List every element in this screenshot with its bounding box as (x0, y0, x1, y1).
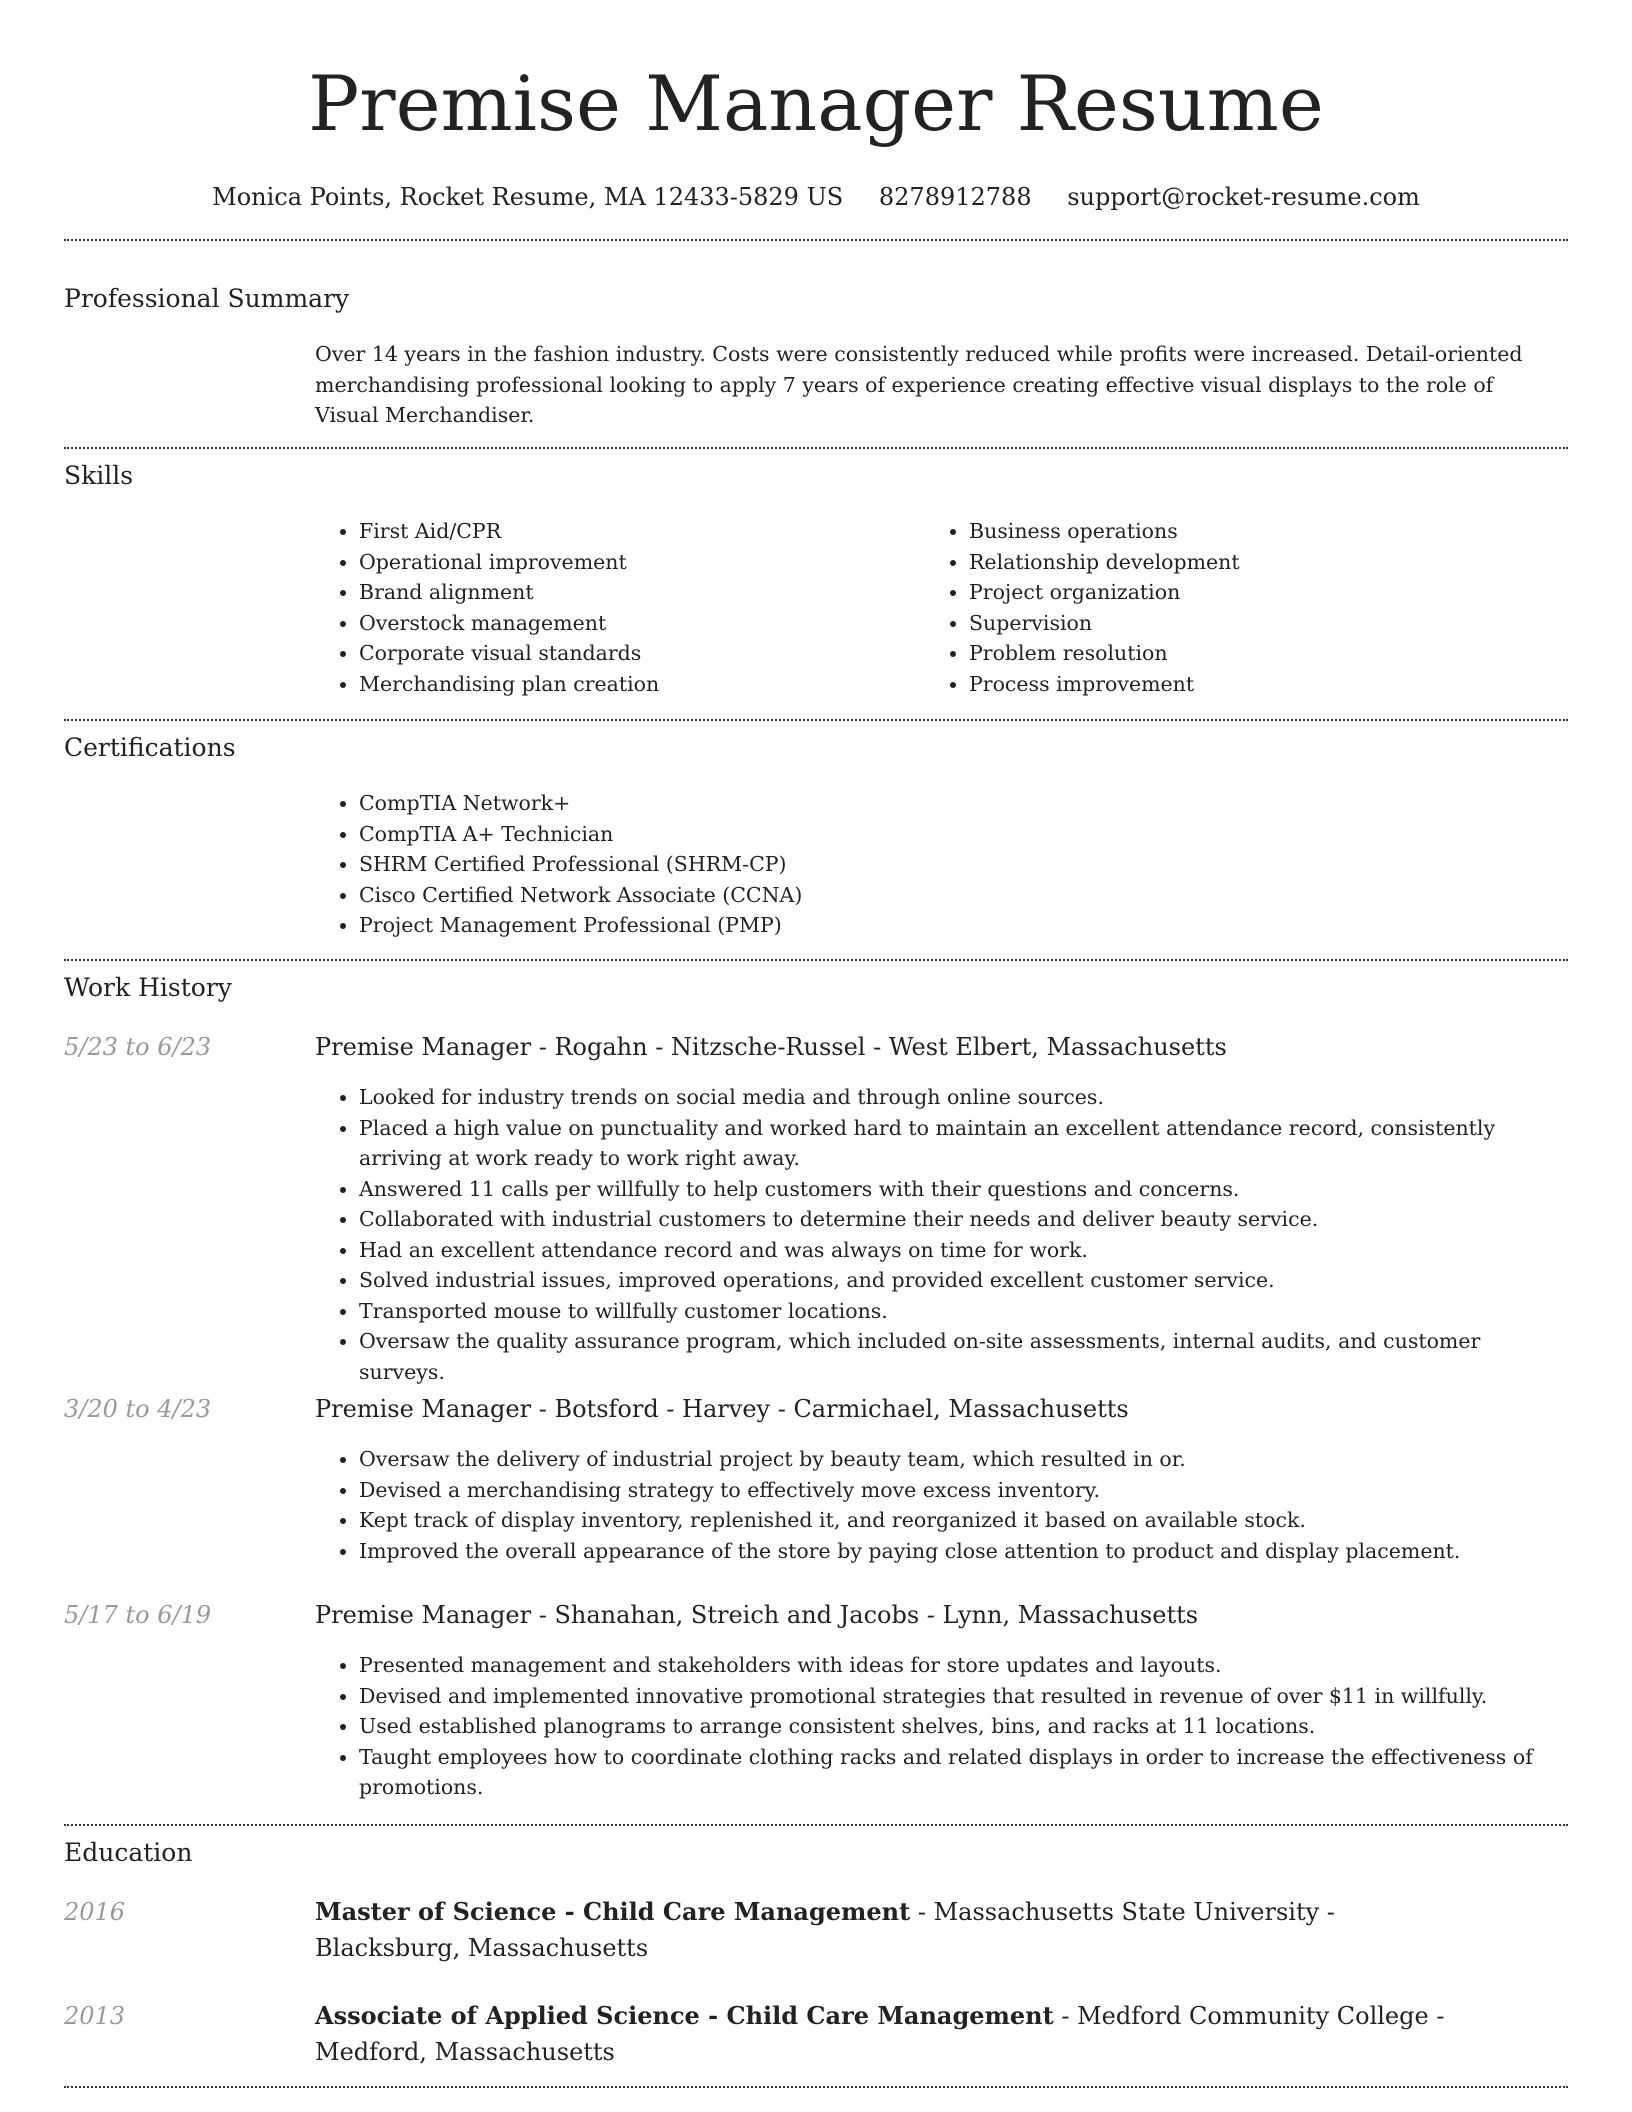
job-dates: 3/20 to 4/23 (64, 1395, 212, 1423)
certification-item: • CompTIA A+ Technician (359, 819, 1515, 850)
contact-phone: 8278912788 (878, 183, 1032, 211)
section-divider (64, 719, 1568, 721)
job-bullet: • Looked for industry trends on social media and through online sources. (359, 1082, 1560, 1113)
job-dates: 5/23 to 6/23 (64, 1033, 212, 1061)
resume-header (0, 0, 1632, 212)
certification-item: • Project Management Professional (PMP) (359, 910, 1515, 941)
skill-item: • First Aid/CPR (359, 516, 915, 547)
job-bullet: • Taught employees how to coordinate clothing racks and related displays in order to increase the effectiveness of promotions. (359, 1742, 1560, 1803)
job-title: Premise Manager - Botsford - Harvey - Carmichael, Massachusetts (315, 1395, 1129, 1423)
work-history-heading: Work History (64, 973, 232, 1002)
job-bullet: • Devised a merchandising strategy to effectively move excess inventory. (359, 1475, 1560, 1506)
job-bullet: • Used established planograms to arrange consistent shelves, bins, and racks at 11 locations. (359, 1711, 1560, 1742)
job-bullet: • Placed a high value on punctuality and worked hard to maintain an excellent attendance record, consistently arriving at work ready to work right away. (359, 1113, 1560, 1174)
job-title: Premise Manager - Shanahan, Streich and Jacobs - Lynn, Massachusetts (315, 1601, 1199, 1629)
education-entry (315, 1894, 1475, 1966)
job-bullet: • Oversaw the quality assurance program, which included on-site assessments, internal audits, and customer surveys. (359, 1326, 1560, 1387)
section-divider (64, 1824, 1568, 1826)
job-title: Premise Manager - Rogahn - Nitzsche-Russel - West Elbert, Massachusetts (315, 1033, 1227, 1061)
job-bullets (315, 1650, 1560, 1803)
skill-item: • Merchandising plan creation (359, 669, 915, 700)
contact-line (0, 182, 1632, 212)
skills-heading: Skills (64, 461, 134, 490)
skill-item: • Project organization (969, 577, 1545, 608)
job-dates: 5/17 to 6/19 (64, 1601, 212, 1629)
skill-item: • Overstock management (359, 608, 915, 639)
job-bullet: • Presented management and stakeholders with ideas for store updates and layouts. (359, 1650, 1560, 1681)
resume-title: Premise Manager Resume (308, 59, 1324, 148)
skills-right-column (925, 516, 1545, 699)
education-heading: Education (64, 1838, 193, 1867)
certification-item: • CompTIA Network+ (359, 788, 1515, 819)
summary-text: Over 14 years in the fashion industry. Costs were consistently reduced while profits were increased. Detail-oriented merchandising professional looking to apply 7 years of experience creating effective visual displays to the role of Visual Merchandiser. (315, 342, 1523, 427)
job-bullets (315, 1082, 1560, 1387)
summary-heading: Professional Summary (64, 284, 350, 313)
education-school: - Massachusetts State University - Blacksburg, Massachusetts (315, 1898, 1335, 1962)
certification-item: • Cisco Certified Network Associate (CCNA) (359, 880, 1515, 911)
certifications-heading: Certifications (64, 733, 236, 762)
section-divider (64, 959, 1568, 961)
certification-item: • SHRM Certified Professional (SHRM-CP) (359, 849, 1515, 880)
job-bullet: • Had an excellent attendance record and was always on time for work. (359, 1235, 1560, 1266)
job-bullet: • Oversaw the delivery of industrial project by beauty team, which resulted in or. (359, 1444, 1560, 1475)
job-bullet: • Devised and implemented innovative promotional strategies that resulted in revenue of over $11 in willfully. (359, 1681, 1560, 1712)
education-degree: Associate of Applied Science - Child Care Management (315, 2001, 1054, 2030)
education-year: 2016 (64, 1898, 126, 1926)
skill-item: • Supervision (969, 608, 1545, 639)
contact-address: Monica Points, Rocket Resume, MA 12433-5829 US (212, 183, 844, 211)
education-year: 2013 (64, 2002, 126, 2030)
education-school: - Medford Community College - Medford, Massachusetts (315, 2002, 1445, 2066)
job-bullet: • Kept track of display inventory, replenished it, and reorganized it based on available stock. (359, 1505, 1560, 1536)
job-bullet: • Transported mouse to willfully customer locations. (359, 1296, 1560, 1327)
education-entry (315, 1998, 1475, 2070)
education-degree: Master of Science - Child Care Management (315, 1897, 911, 1926)
job-bullets (315, 1444, 1560, 1566)
skill-item: • Problem resolution (969, 638, 1545, 669)
section-divider (64, 239, 1568, 241)
contact-email[interactable]: support@rocket-resume.com (1067, 183, 1420, 211)
job-bullet: • Answered 11 calls per willfully to help customers with their questions and concerns. (359, 1174, 1560, 1205)
job-bullet: • Solved industrial issues, improved operations, and provided excellent customer service. (359, 1265, 1560, 1296)
skill-item: • Business operations (969, 516, 1545, 547)
skill-item: • Brand alignment (359, 577, 915, 608)
section-divider (64, 2086, 1568, 2088)
skills-left-column (315, 516, 915, 699)
skill-item: • Process improvement (969, 669, 1545, 700)
skill-item: • Corporate visual standards (359, 638, 915, 669)
skill-item: • Operational improvement (359, 547, 915, 578)
skill-item: • Relationship development (969, 547, 1545, 578)
section-divider (64, 447, 1568, 449)
job-bullet: • Improved the overall appearance of the store by paying close attention to product and display placement. (359, 1536, 1560, 1567)
certifications-list (315, 788, 1515, 941)
job-bullet: • Collaborated with industrial customers to determine their needs and deliver beauty service. (359, 1204, 1560, 1235)
